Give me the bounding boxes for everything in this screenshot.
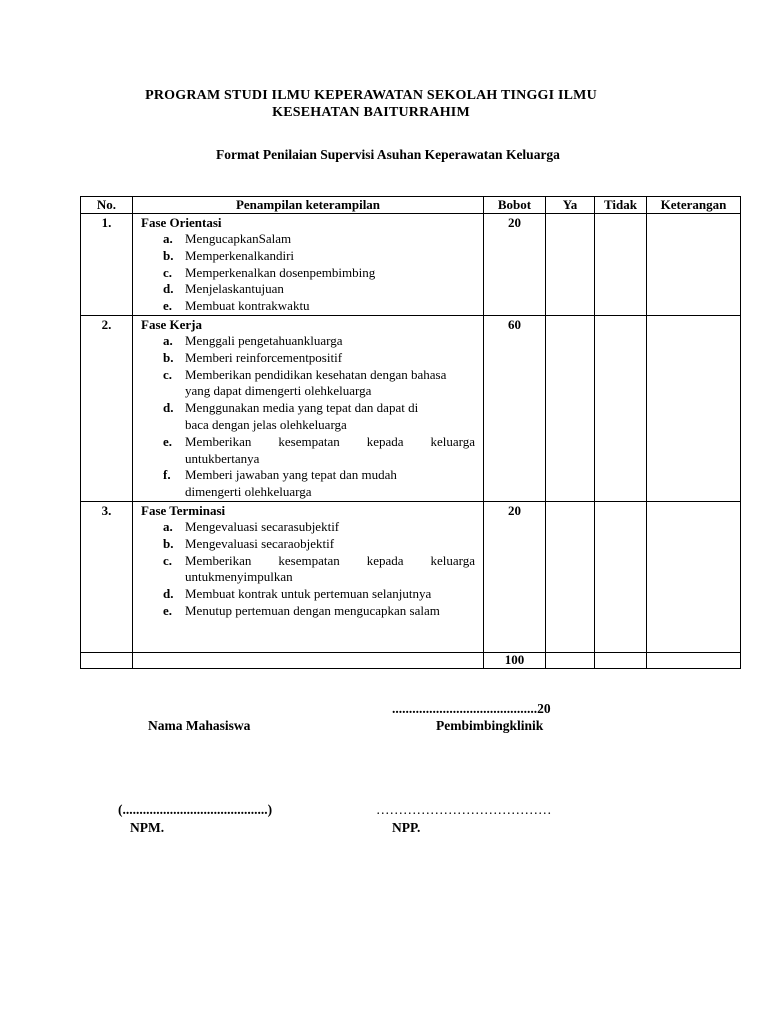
- list-item: [141, 553, 475, 587]
- item-marker: d.: [163, 281, 174, 297]
- item-marker: e.: [163, 602, 173, 618]
- total-skill-cell: [133, 652, 484, 668]
- tidak-cell[interactable]: [595, 501, 647, 652]
- item-marker: a.: [163, 518, 173, 534]
- table-row: [81, 316, 741, 502]
- item-text: Memberi jawaban yang tepat dan mudah dimengerti olehkeluarga: [185, 467, 397, 500]
- list-item: [141, 586, 475, 603]
- supervisor-label: Pembimbingklinik: [436, 718, 544, 733]
- phase-bobot: 20: [484, 501, 546, 652]
- item-text: Menjelaskantujuan: [185, 281, 284, 297]
- item-text: Memperkenalkandiri: [185, 247, 295, 263]
- item-marker: e.: [163, 433, 173, 449]
- item-marker: c.: [163, 552, 173, 568]
- list-item: [141, 333, 475, 350]
- item-text: Membuat kontrak untuk pertemuan selanjutnya: [185, 586, 432, 602]
- item-text: Mengevaluasi secaraobjektif: [185, 535, 335, 551]
- item-marker: e.: [163, 298, 173, 314]
- tidak-cell[interactable]: [595, 652, 647, 668]
- keterangan-cell[interactable]: [647, 501, 741, 652]
- phase-title: Fase Terminasi: [141, 502, 226, 518]
- item-text: Membuat kontrakwaktu: [185, 298, 310, 314]
- phase-number: 1.: [81, 214, 133, 316]
- list-item: [141, 400, 475, 434]
- student-label: Nama Mahasiswa: [148, 718, 251, 733]
- ya-cell[interactable]: [546, 316, 595, 502]
- phase-number: 2.: [81, 316, 133, 502]
- item-text: Mengevaluasi secarasubjektif: [185, 518, 340, 534]
- ya-cell[interactable]: [546, 214, 595, 316]
- list-item: [141, 231, 475, 248]
- form-subtitle: Format Penilaian Supervisi Asuhan Keperawatan Keluarga: [216, 147, 560, 162]
- total-no-cell: [81, 652, 133, 668]
- item-text: Menggunakan media yang tepat dan dapat di baca dengan jelas olehkeluarga: [185, 400, 419, 432]
- list-item: [141, 536, 475, 553]
- total-row: [81, 652, 741, 668]
- date-line: ...........................................20: [392, 701, 551, 716]
- list-item: [141, 350, 475, 367]
- col-header-skill: Penampilan keterampilan: [133, 197, 484, 214]
- item-marker: c.: [163, 366, 173, 382]
- item-text: Memberi reinforcementpositif: [185, 349, 343, 365]
- item-text: Memberikan kesempatan kepada keluarga untukmenyimpulkan: [185, 552, 475, 585]
- supervisor-signature-line: …………………………………: [376, 802, 552, 817]
- list-item: [141, 467, 475, 501]
- item-text: MengucapkanSalam: [185, 231, 292, 246]
- item-text: Memperkenalkan dosenpembimbing: [185, 264, 376, 280]
- col-header-keterangan: Keterangan: [647, 197, 741, 214]
- list-item: [141, 248, 475, 265]
- list-item: [141, 434, 475, 468]
- item-marker: b.: [163, 247, 174, 263]
- student-signature-line: (...........................................): [118, 802, 273, 817]
- phase-skills: [133, 214, 484, 316]
- tidak-cell[interactable]: [595, 316, 647, 502]
- col-header-no: No.: [81, 197, 133, 214]
- item-text: Memberikan pendidikan kesehatan dengan bahasa yang dapat dimengerti olehkeluarga: [185, 366, 447, 399]
- phase-skills: [133, 501, 484, 652]
- item-marker: a.: [163, 333, 173, 348]
- keterangan-cell[interactable]: [647, 316, 741, 502]
- assessment-table: [80, 196, 741, 669]
- phase-title: Fase Orientasi: [141, 215, 222, 230]
- total-bobot: 100: [484, 652, 546, 668]
- item-text: Memberikan kesempatan kepada keluarga untukbertanya: [185, 433, 475, 466]
- list-item: [141, 367, 475, 401]
- col-header-ya: Ya: [546, 197, 595, 214]
- item-marker: b.: [163, 349, 174, 365]
- phase-skills: [133, 316, 484, 502]
- item-marker: d.: [163, 586, 174, 602]
- list-item: [141, 298, 475, 315]
- col-header-bobot: Bobot: [484, 197, 546, 214]
- tidak-cell[interactable]: [595, 214, 647, 316]
- table-row: [81, 501, 741, 652]
- list-item: [141, 265, 475, 282]
- keterangan-cell[interactable]: [647, 214, 741, 316]
- phase-bobot: 20: [484, 214, 546, 316]
- phase-number: 3.: [81, 501, 133, 652]
- item-marker: f.: [163, 467, 171, 483]
- list-item: [141, 603, 475, 620]
- npm-label: NPM.: [130, 820, 165, 835]
- item-marker: c.: [163, 264, 173, 280]
- keterangan-cell[interactable]: [647, 652, 741, 668]
- header-title-line1: PROGRAM STUDI ILMU KEPERAWATAN SEKOLAH TINGGI ILMU: [145, 88, 597, 103]
- col-header-tidak: Tidak: [595, 197, 647, 214]
- item-text: Menggali pengetahuankluarga: [185, 333, 343, 348]
- ya-cell[interactable]: [546, 501, 595, 652]
- list-item: [141, 281, 475, 298]
- npp-label: NPP.: [392, 820, 421, 835]
- table-row: [81, 214, 741, 316]
- phase-title: Fase Kerja: [141, 317, 203, 332]
- header-title-line2: KESEHATAN BAITURRAHIM: [272, 105, 470, 120]
- table-header-row: [81, 197, 741, 214]
- ya-cell[interactable]: [546, 652, 595, 668]
- item-marker: b.: [163, 535, 174, 551]
- phase-bobot: 60: [484, 316, 546, 502]
- item-marker: d.: [163, 400, 174, 416]
- item-marker: a.: [163, 231, 173, 246]
- item-text: Menutup pertemuan dengan mengucapkan salam: [185, 602, 440, 618]
- list-item: [141, 519, 475, 536]
